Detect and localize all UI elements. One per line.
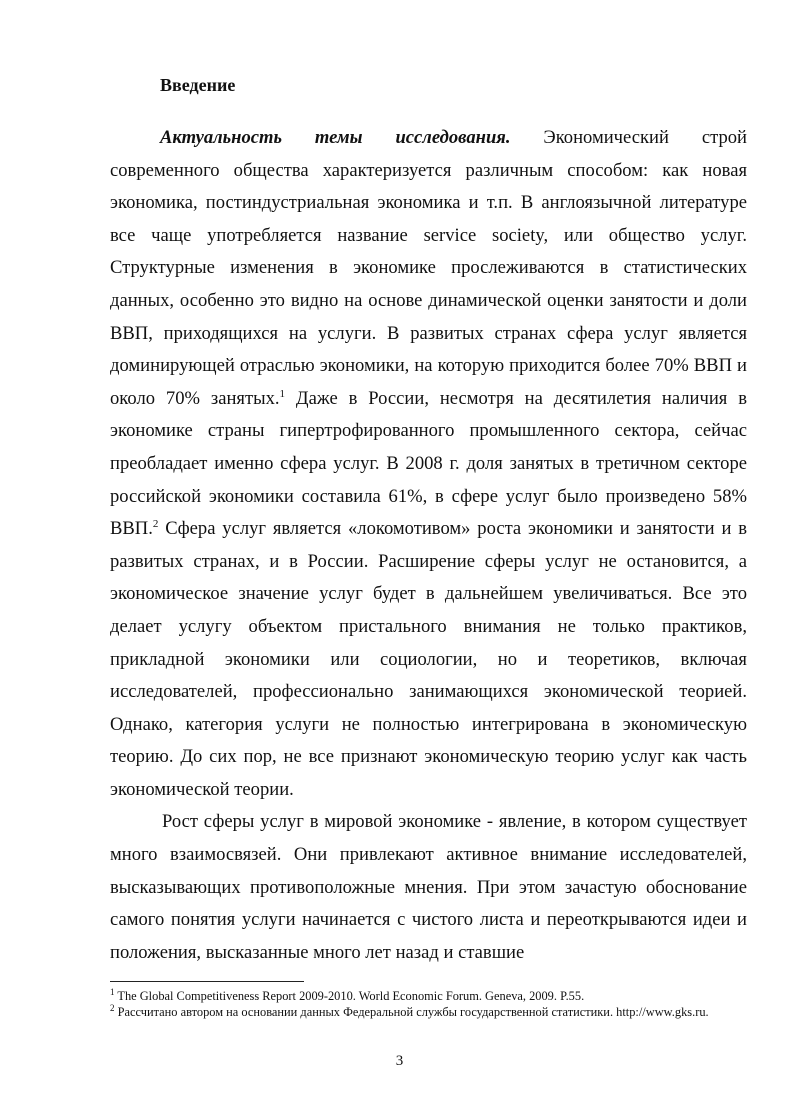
paragraph-growth: Рост сферы услуг в мировой экономике - явление, в котором существует много взаимосвязей. Они привлекают активное внимание исследователей, высказывающих противоположные мнения. При этом зачастую обоснование самого понятия услуги начинается с чистого листа и переоткрываются идеи и положения, высказанные много лет назад и ставшие <box>110 811 747 963</box>
footnote-divider <box>110 981 304 982</box>
body-text <box>110 122 747 969</box>
paragraph-relevance <box>110 122 747 806</box>
footnote-text: Рассчитано автором на основании данных Федеральной службы государственной статистики. http://www.gks.ru. <box>114 1004 709 1019</box>
section-heading: Введение <box>160 75 236 95</box>
footnote-1 <box>110 989 750 1005</box>
page-number: 3 <box>395 1053 404 1069</box>
relevance-lead: Актуальность темы исследования. <box>160 127 511 148</box>
footnote-text: The Global Competitiveness Report 2009-2010. World Economic Forum. Geneva, 2009. P.55. <box>114 989 585 1003</box>
footnote-number: 2 <box>110 1002 115 1013</box>
footnotes <box>110 989 750 1020</box>
footnote-ref-1: 1 <box>279 387 286 400</box>
footnote-2 <box>110 1002 750 1021</box>
paragraph-text: Даже в России, несмотря на десятилетия наличия в экономике страны гипертрофированного промышленного сектора, сейчас преобладает именно сфера услуг. В 2008 г. доля занятых в третичном секторе российской экономики составила 61%, в сфере услуг было произведено 58% ВВП. <box>110 387 748 540</box>
footnote-ref-2: 2 <box>152 518 159 531</box>
paragraph-text: Экономический строй современного общества характеризуется различным способом: как новая экономика, постиндустриальная экономика и т.п. В англоязычной литературе все чаще употребляется название service society, или общество услуг. Структурные изменения в экономике прослеживаются в статистических данных, особенно это видно на основе динамической оценки занятости и доли ВВП, приходящихся на услуги. В развитых странах сфера услуг является доминирующей отраслью экономики, на которую приходится более 70% ВВП и около 70% занятых. <box>110 127 747 409</box>
paragraph-text: Сфера услуг является «локомотивом» роста экономики и занятости и в развитых странах, и в России. Расширение сферы услуг не остановится, а экономическое значение услуг будет в дальнейшем увеличиваться. Все это делает услугу объектом пристального внимания не только практиков, прикладной экономики или социологии, но и теоретиков, включая исследователей, профессионально занимающихся экономической теорией. Однако, категория услуги не полностью интегрирована в экономическую теорию. До сих пор, не все признают экономическую теорию услуг как часть экономической теории. <box>110 518 747 800</box>
footnote-number: 1 <box>110 987 115 997</box>
